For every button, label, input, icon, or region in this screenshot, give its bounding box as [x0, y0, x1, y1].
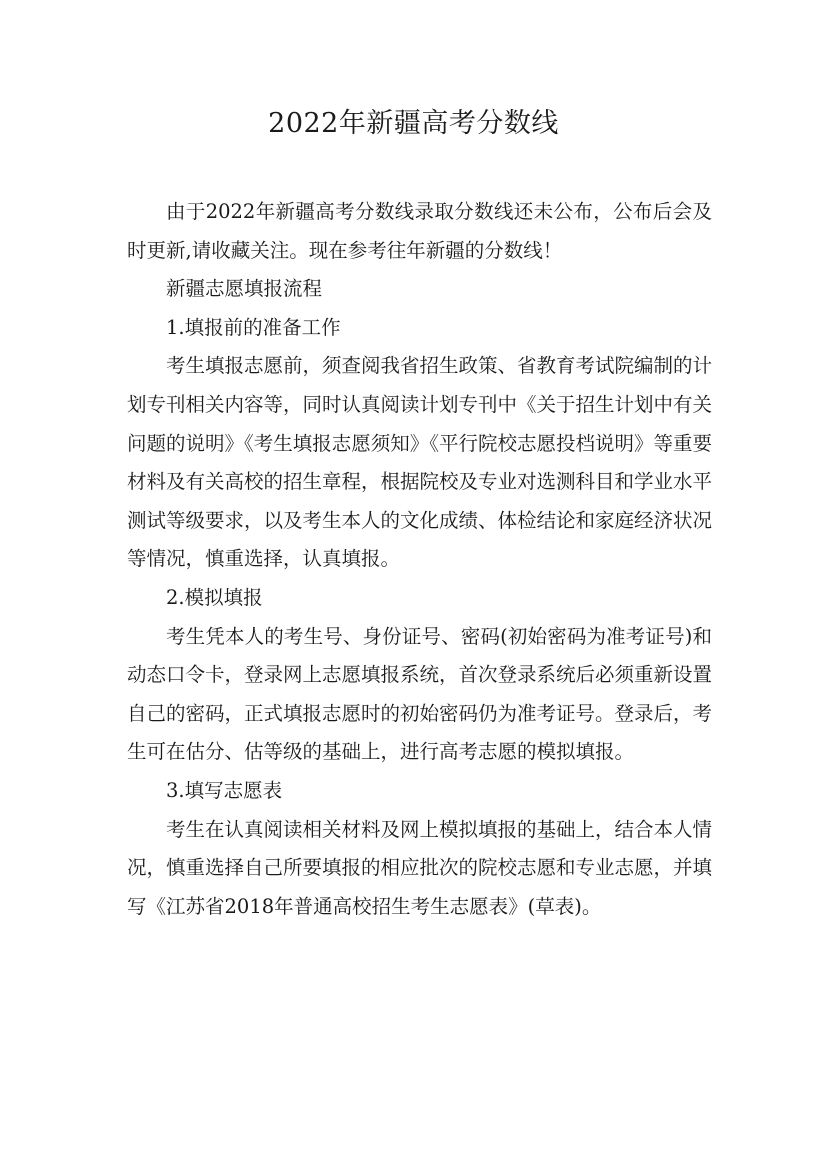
- step-paragraph-3: 考生在认真阅读相关材料及网上模拟填报的基础上，结合本人情况，慎重选择自己所要填报的相应批次的院校志愿和专业志愿，并填写《江苏省2018年普通高校招生考生志愿表》(草表)。: [127, 817, 713, 918]
- step-heading-3: 3.填写志愿表: [166, 778, 283, 802]
- intro-paragraph: 由于2022年新疆高考分数线录取分数线还未公布，公布后会及时更新,请收藏关注。现在参考往年新疆的分数线！: [127, 200, 712, 262]
- step-paragraph-2: 考生凭本人的考生号、身份证号、密码(初始密码为准考证号)和动态口令卡，登录网上志愿填报系统，首次登录系统后必须重新设置自己的密码，正式填报志愿时的初始密码仍为准考证号。登录后，考生可在估分、估等级的基础上，进行高考志愿的模拟填报。: [127, 624, 713, 764]
- document-title: 2022年新疆高考分数线: [268, 108, 559, 139]
- step-heading-2: 2.模拟填报: [166, 585, 263, 609]
- document-body: [127, 193, 712, 926]
- step-paragraph-1: 考生填报志愿前，须查阅我省招生政策、省教育考试院编制的计划专刊相关内容等，同时认真阅读计划专刊中《关于招生计划中有关问题的说明》《考生填报志愿须知》《平行院校志愿投档说明》等重要材料及有关高校的招生章程，根据院校及专业对选测科目和学业水平测试等级要求，以及考生本人的文化成绩、体检结论和家庭经济状况等情况，慎重选择，认真填报。: [127, 354, 713, 571]
- step-heading-1: 1.填报前的准备工作: [166, 315, 341, 339]
- section-heading: 新疆志愿填报流程: [166, 277, 323, 301]
